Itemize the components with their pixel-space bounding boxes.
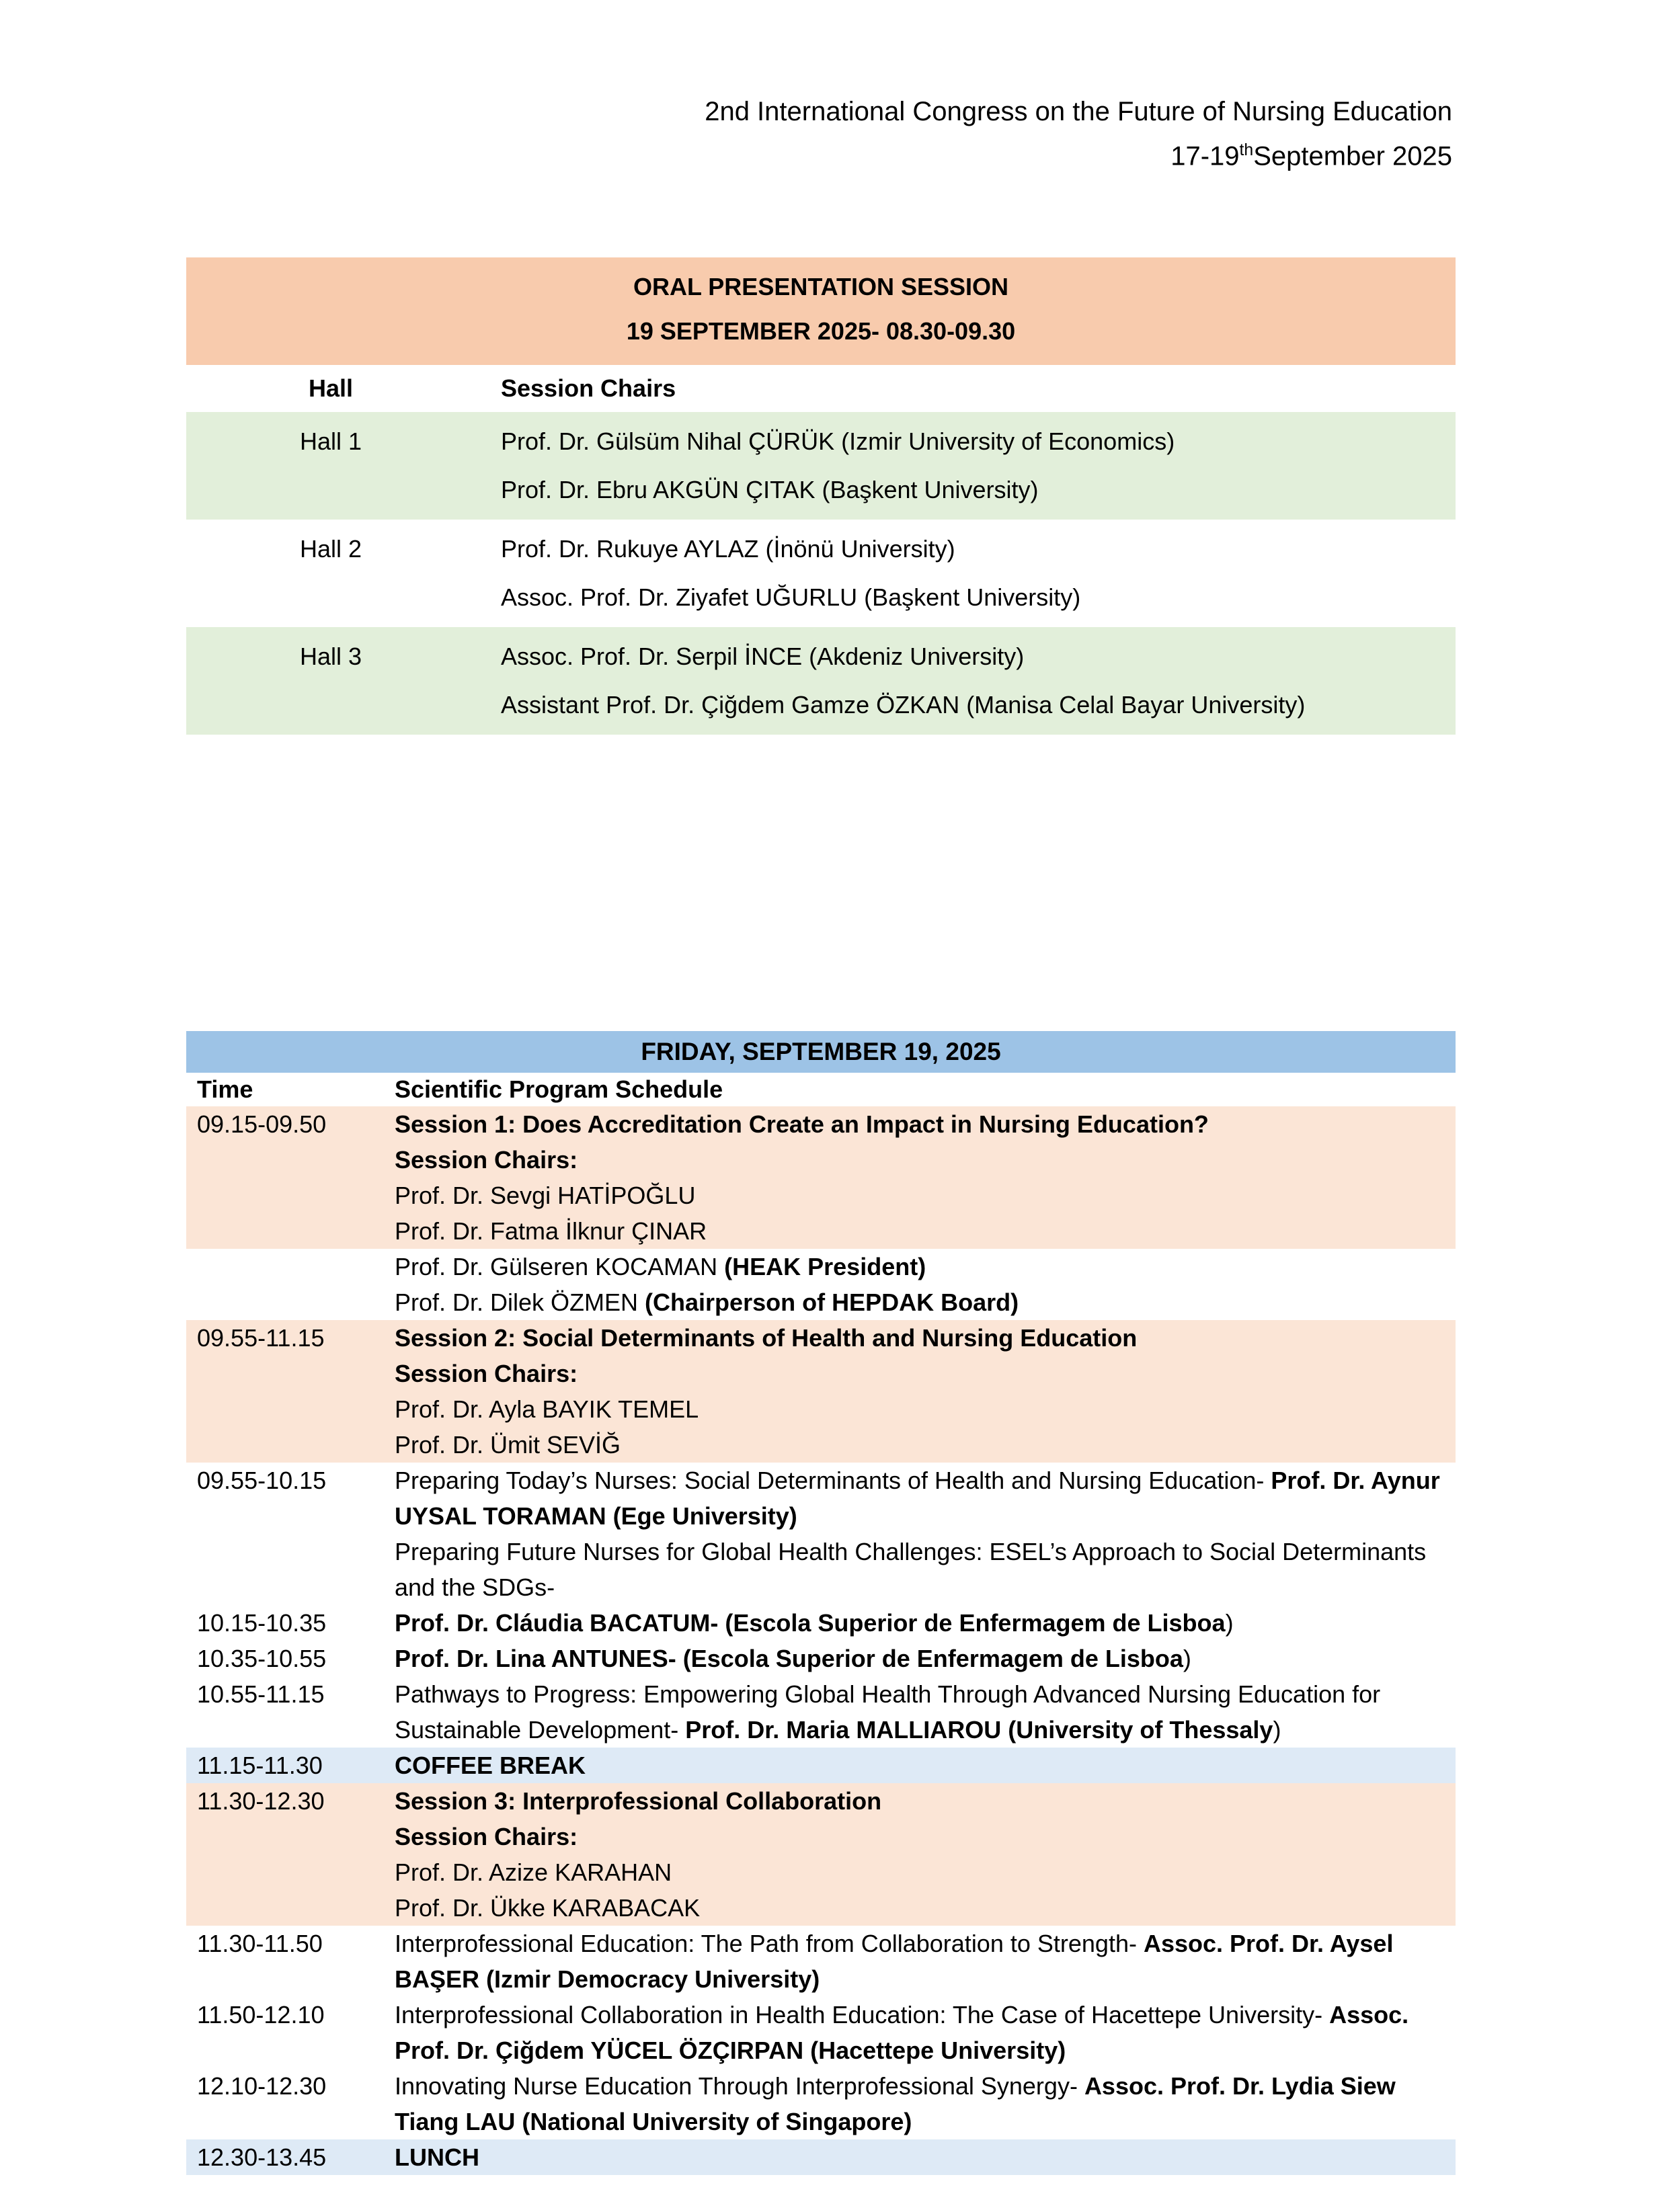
schedule-row — [186, 1463, 1456, 1605]
program-line — [395, 2068, 1447, 2139]
program-cell — [388, 1926, 1456, 1997]
time-label: 11.50-12.10 — [197, 2001, 325, 2029]
program-text-bold: Session Chairs: — [395, 1360, 578, 1387]
program-text: Pathways to Progress: Empowering Global Health Through Advanced Nursing Education for Sustainable Development- — [395, 1680, 1381, 1744]
program-cell — [388, 1249, 1456, 1320]
oral-table-datetime: 19 SEPTEMBER 2025- 08.30-09.30 — [626, 317, 1016, 345]
program-line — [395, 1284, 1447, 1320]
column-header-time: Time — [197, 1075, 253, 1103]
program-text: Prof. Dr. Fatma İlknur ÇINAR — [395, 1217, 707, 1245]
session-chairs-cell — [475, 632, 1456, 729]
time-label: 10.55-11.15 — [197, 1680, 325, 1708]
oral-table-rows — [186, 412, 1456, 735]
hall-row — [186, 412, 1456, 520]
program-text-bold: (HEAK President) — [724, 1253, 926, 1280]
time-label: 09.55-10.15 — [197, 1467, 327, 1494]
program-text-bold: Session 3: Interprofessional Collaboration — [395, 1787, 882, 1815]
schedule-row — [186, 1641, 1456, 1676]
program-line — [395, 1178, 1447, 1213]
program-cell — [388, 1106, 1456, 1249]
program-line — [395, 1676, 1447, 1748]
program-line — [395, 1106, 1447, 1142]
program-text-bold: Assoc. Prof. Dr. Aysel BAŞER (Izmir Democracy University) — [395, 1930, 1394, 1993]
schedule-table-rows — [186, 1106, 1456, 2175]
program-text: Prof. Dr. Azize KARAHAN — [395, 1858, 672, 1886]
program-text: Prof. Dr. Gülseren KOCAMAN — [395, 1253, 725, 1280]
session-chair-name: Assoc. Prof. Dr. Serpil İNCE (Akdeniz University) — [501, 643, 1025, 670]
session-chair-name: Assistant Prof. Dr. Çiğdem Gamze ÖZKAN (Manisa Celal Bayar University) — [501, 691, 1306, 719]
program-text-bold: Prof. Dr. Maria MALLIAROU (University of Thessaly — [685, 1716, 1273, 1744]
program-line — [395, 1391, 1447, 1427]
program-line — [395, 1605, 1447, 1641]
program-line — [395, 1997, 1447, 2068]
program-line — [395, 1890, 1447, 1926]
schedule-table-title: FRIDAY, SEPTEMBER 19, 2025 — [186, 1031, 1456, 1073]
program-text-bold: Prof. Dr. Lina ANTUNES- (Escola Superior de Enfermagem de Lisboa — [395, 1645, 1183, 1672]
program-text: ) — [1225, 1609, 1234, 1637]
session-chair-name: Prof. Dr. Ebru AKGÜN ÇITAK (Başkent University) — [501, 476, 1039, 503]
program-line — [395, 1641, 1447, 1676]
date-prefix: 17-19 — [1170, 141, 1240, 171]
congress-title: 2nd International Congress on the Future of Nursing Education — [705, 97, 1452, 126]
session-chair-name: Prof. Dr. Gülsüm Nihal ÇÜRÜK (Izmir University of Economics) — [501, 427, 1175, 455]
program-text-bold: LUNCH — [395, 2143, 479, 2171]
program-text: ) — [1183, 1645, 1191, 1672]
oral-table-title: ORAL PRESENTATION SESSION — [633, 273, 1009, 300]
friday-schedule-table — [186, 1031, 1456, 2175]
program-text: Preparing Today’s Nurses: Social Determinants of Health and Nursing Education- — [395, 1467, 1271, 1494]
schedule-row — [186, 2068, 1456, 2139]
time-label: 12.30-13.45 — [197, 2143, 327, 2171]
schedule-column-headers — [186, 1073, 1456, 1106]
schedule-row — [186, 2139, 1456, 2175]
program-text-bold: (Chairperson of HEPDAK Board) — [645, 1288, 1019, 1316]
program-text: Interprofessional Education: The Path from Collaboration to Strength- — [395, 1930, 1144, 1957]
program-line — [395, 1249, 1447, 1284]
program-text: Interprofessional Collaboration in Health Education: The Case of Hacettepe University- — [395, 2001, 1330, 2029]
program-cell — [388, 1605, 1456, 1641]
program-cell — [388, 1783, 1456, 1926]
program-text-bold: Session 1: Does Accreditation Create an Impact in Nursing Education? — [395, 1110, 1209, 1138]
program-text: Prof. Dr. Ayla BAYIK TEMEL — [395, 1395, 699, 1423]
program-line — [395, 1213, 1447, 1249]
schedule-row — [186, 1320, 1456, 1463]
time-label: 11.15-11.30 — [197, 1752, 323, 1779]
program-text-bold: Prof. Dr. Aynur UYSAL TORAMAN (Ege University) — [395, 1467, 1440, 1530]
congress-dates — [705, 131, 1452, 175]
program-line — [395, 1356, 1447, 1391]
session-chairs-cell — [475, 417, 1456, 514]
program-line — [395, 1427, 1447, 1463]
date-suffix: September 2025 — [1253, 141, 1452, 171]
schedule-row — [186, 1926, 1456, 1997]
program-text: Preparing Future Nurses for Global Health Challenges: ESEL’s Approach to Social Determinants and the SDGs- — [395, 1538, 1427, 1601]
program-line — [395, 1819, 1447, 1854]
program-text: ) — [1273, 1716, 1281, 1744]
oral-presentation-table — [186, 257, 1456, 735]
congress-header — [705, 93, 1452, 175]
time-label: 10.15-10.35 — [197, 1609, 327, 1637]
schedule-row — [186, 1249, 1456, 1320]
program-text: Prof. Dr. Dilek ÖZMEN — [395, 1288, 645, 1316]
column-header-hall: Hall — [308, 374, 354, 402]
program-text-bold: Session Chairs: — [395, 1823, 578, 1850]
program-line — [395, 1926, 1447, 1997]
program-text-bold: Session 2: Social Determinants of Health and Nursing Education — [395, 1324, 1138, 1352]
oral-table-column-headers — [186, 365, 1456, 412]
hall-label: Hall 3 — [299, 643, 362, 670]
program-cell — [388, 2139, 1456, 2175]
program-text-bold: Prof. Dr. Cláudia BACATUM- (Escola Superior de Enfermagem de Lisboa — [395, 1609, 1226, 1637]
program-line — [395, 1854, 1447, 1890]
program-text: Prof. Dr. Sevgi HATİPOĞLU — [395, 1182, 696, 1209]
program-line — [395, 1748, 1447, 1783]
session-chair-name: Assoc. Prof. Dr. Ziyafet UĞURLU (Başkent University) — [501, 583, 1081, 611]
program-cell — [388, 1641, 1456, 1676]
program-line — [395, 2139, 1447, 2175]
program-line — [395, 1142, 1447, 1178]
program-text-bold: COFFEE BREAK — [395, 1752, 586, 1779]
program-text: Prof. Dr. Ükke KARABACAK — [395, 1894, 701, 1922]
column-header-session-chairs: Session Chairs — [501, 374, 676, 402]
session-chairs-cell — [475, 525, 1456, 622]
schedule-row — [186, 1676, 1456, 1748]
program-line — [395, 1463, 1447, 1534]
time-label: 09.15-09.50 — [197, 1110, 327, 1138]
time-label: 12.10-12.30 — [197, 2072, 327, 2100]
time-label — [186, 1249, 388, 1320]
program-cell — [388, 1997, 1456, 2068]
program-cell — [388, 1748, 1456, 1783]
program-cell — [388, 1676, 1456, 1748]
session-chair-name: Prof. Dr. Rukuye AYLAZ (İnönü University) — [501, 535, 955, 563]
program-cell — [388, 1463, 1456, 1605]
time-label: 11.30-11.50 — [197, 1930, 323, 1957]
program-cell — [388, 1320, 1456, 1463]
time-label: 09.55-11.15 — [197, 1324, 325, 1352]
schedule-row — [186, 1605, 1456, 1641]
hall-label: Hall 2 — [299, 535, 362, 563]
program-text: Innovating Nurse Education Through Interprofessional Synergy- — [395, 2072, 1084, 2100]
schedule-row — [186, 1748, 1456, 1783]
program-text-bold: Assoc. Prof. Dr. Lydia Siew Tiang LAU (National University of Singapore) — [395, 2072, 1396, 2135]
hall-row — [186, 520, 1456, 627]
hall-label: Hall 1 — [299, 427, 362, 455]
program-line — [395, 1534, 1447, 1605]
program-line — [395, 1320, 1447, 1356]
hall-row — [186, 627, 1456, 735]
schedule-row — [186, 1997, 1456, 2068]
time-label: 11.30-12.30 — [197, 1787, 325, 1815]
schedule-row — [186, 1106, 1456, 1249]
date-ordinal-suffix: th — [1239, 141, 1254, 159]
oral-table-header — [186, 257, 1456, 365]
program-text-bold: Session Chairs: — [395, 1146, 578, 1174]
column-header-program: Scientific Program Schedule — [395, 1075, 723, 1103]
program-text: Prof. Dr. Ümit SEVİĞ — [395, 1431, 621, 1459]
program-line — [395, 1783, 1447, 1819]
time-label: 10.35-10.55 — [197, 1645, 327, 1672]
program-text-bold: Assoc. Prof. Dr. Çiğdem YÜCEL ÖZÇIRPAN (Hacettepe University) — [395, 2001, 1409, 2064]
program-cell — [388, 2068, 1456, 2139]
schedule-row — [186, 1783, 1456, 1926]
